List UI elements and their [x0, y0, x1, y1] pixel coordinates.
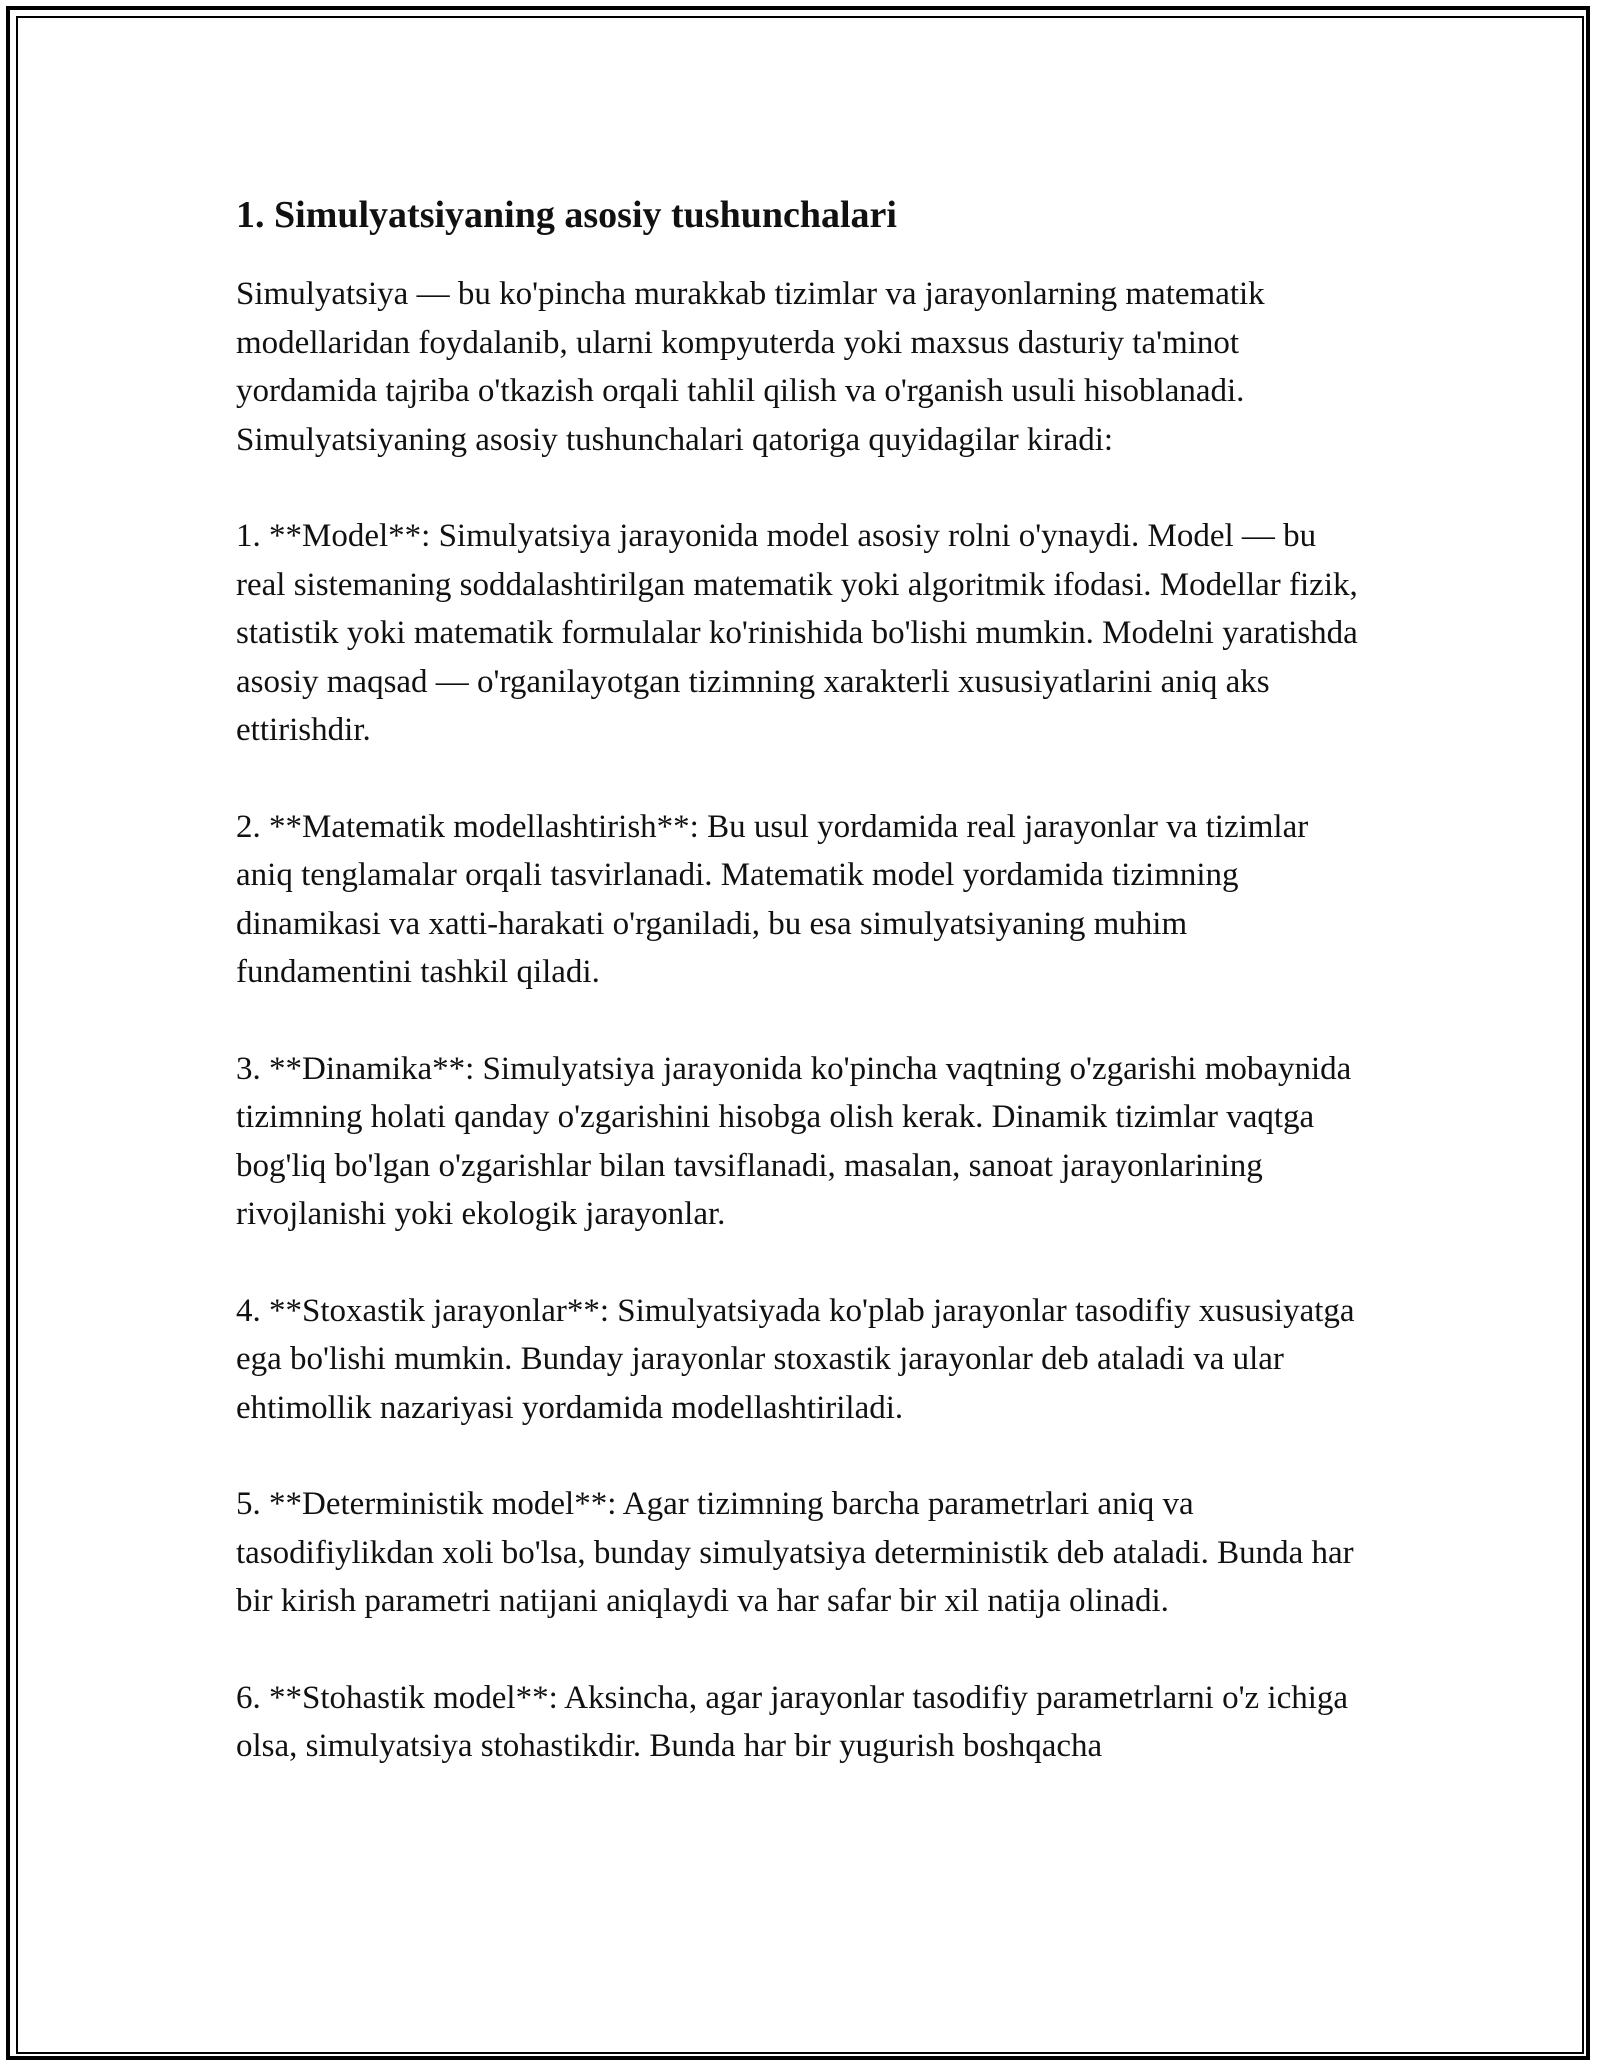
section-heading: 1. Simulyatsiyaning asosiy tushunchalari: [236, 194, 897, 236]
list-item-stochastic-model: 6. **Stohastik model**: Aksincha, agar jarayonlar tasodifiy parametrlarni o'z ichiga olsa, simulyatsiya stohastikdir. Bunda har bir yugurish boshqacha: [236, 1679, 1349, 1764]
list-item-model: 1. **Model**: Simulyatsiya jarayonida model asosiy rolni o'ynaydi. Model — bu real sistemaning soddalashtirilgan matematik yoki algoritmik ifodasi. Modellar fizik, statistik yoki matematik formulalar ko'rinishida bo'lishi mumkin. Modelni yaratishda asosiy maqsad — o'rganilayotgan tizimning xarakterli xususiyatlarini aniq aks ettirishdir.: [236, 518, 1358, 748]
intro-paragraph: Simulyatsiya — bu ko'pincha murakkab tizimlar va jarayonlarning matematik modellaridan foydalanib, ularni kompyuterda yoki maxsus dasturiy ta'minot yordamida tajriba o'tkazish orqali tahlil qilish va o'rganish usuli hisoblanadi. Simulyatsiyaning asosiy tushunchalari qatoriga quyidagilar kiradi:: [236, 276, 1265, 458]
list-item-deterministic-model: 5. **Deterministik model**: Agar tizimning barcha parametrlari aniq va tasodifiylikdan xoli bo'lsa, bunday simulyatsiya deterministik deb ataladi. Bunda har bir kirish parametri natijani aniqlaydi va har safar bir xil natija olinadi.: [236, 1486, 1354, 1619]
list-item-stochastic-processes: 4. **Stoxastik jarayonlar**: Simulyatsiyada ko'plab jarayonlar tasodifiy xususiyatga ega bo'lishi mumkin. Bunday jarayonlar stoxastik jarayonlar deb ataladi va ular ehtimollik nazariyasi yordamida modellashtiriladi.: [236, 1292, 1355, 1426]
list-item-dynamics: 3. **Dinamika**: Simulyatsiya jarayonida ko'pincha vaqtning o'zgarishi mobaynida tizimning holati qanday o'zgarishini hisobga olish kerak. Dinamik tizimlar vaqtga bog'liq bo'lgan o'zgarishlar bilan tavsiflanadi, masalan, sanoat jarayonlarining rivojlanishi yoki ekologik jarayonlar.: [236, 1050, 1352, 1232]
list-item-mathematical-modeling: 2. **Matematik modellashtirish**: Bu usul yordamida real jarayonlar va tizimlar aniq tenglamalar orqali tasvirlanadi. Matematik model yordamida tizimning dinamikasi va xatti-harakati o'rganiladi, bu esa simulyatsiyaning muhim fundamentini tashkil qiladi.: [236, 808, 1309, 990]
document-body: [236, 190, 1371, 1771]
